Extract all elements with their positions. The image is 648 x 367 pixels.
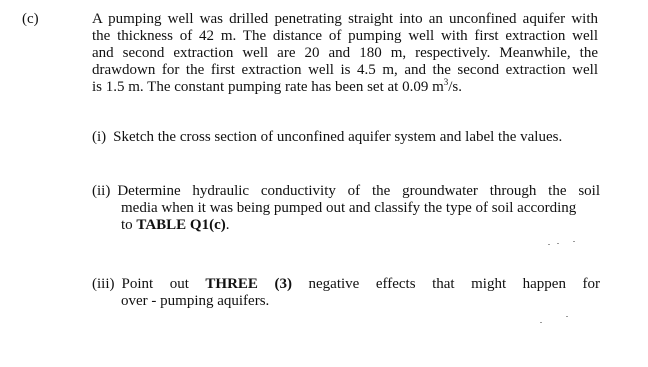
sub-i-text: Sketch the cross section of unconfined aquifer system and label the values. <box>113 129 563 145</box>
sub-ii-line-2: media when it was being pumped out and classify the type of soil according <box>121 200 577 216</box>
count-emphasis: THREE (3) <box>205 276 292 292</box>
sub-ii-number: (ii) <box>92 183 111 199</box>
sub-i-number: (i) <box>92 129 107 145</box>
sub-iii-text-1-post: negative effects that might happen for <box>291 276 600 292</box>
sub-ii-text-3-pre: to <box>121 217 137 233</box>
sub-iii-number: (iii) <box>92 276 115 292</box>
sub-i-line-1 <box>92 129 600 146</box>
scan-speck <box>566 316 568 317</box>
pumping-rate-text: is 1.5 m. The constant pumping rate has been set at 0.09 m <box>92 79 444 95</box>
scan-speck <box>557 243 559 244</box>
scan-speck <box>540 322 542 323</box>
sub-question-i <box>92 129 600 146</box>
scan-speck <box>548 244 550 245</box>
sub-question-iii <box>92 276 600 310</box>
sub-iii-line-2: over - pumping aquifers. <box>121 293 270 309</box>
sub-iii-line-1 <box>92 276 600 293</box>
paragraph-line-3: and second extraction well are 20 and 180 m, respectively. Meanwhile, the <box>92 45 598 61</box>
paragraph-line-2: the thickness of 42 m. The distance of pumping well with first extraction well <box>92 28 598 44</box>
sub-question-ii <box>92 183 600 234</box>
sub-ii-line-1 <box>92 183 600 200</box>
sub-iii-text-1-pre: Point out <box>121 276 206 292</box>
table-reference: TABLE Q1(c) <box>136 217 226 233</box>
question-paragraph <box>92 11 598 96</box>
paragraph-line-5 <box>92 79 598 96</box>
sub-ii-line-3 <box>92 217 600 234</box>
sub-ii-text-1: Determine hydraulic conductivity of the groundwater through the soil <box>117 183 600 199</box>
sub-ii-text-3-post: . <box>225 217 230 233</box>
question-label: (c) <box>22 11 39 27</box>
pumping-rate-unit: /s. <box>448 79 463 95</box>
cubic-superscript: 3 <box>443 77 449 87</box>
paragraph-line-4: drawdown for the first extraction well is 4.5 m, and the second extraction well <box>92 62 598 78</box>
scan-speck <box>573 241 575 242</box>
paragraph-line-1: A pumping well was drilled penetrating straight into an unconfined aquifer with <box>92 11 598 27</box>
